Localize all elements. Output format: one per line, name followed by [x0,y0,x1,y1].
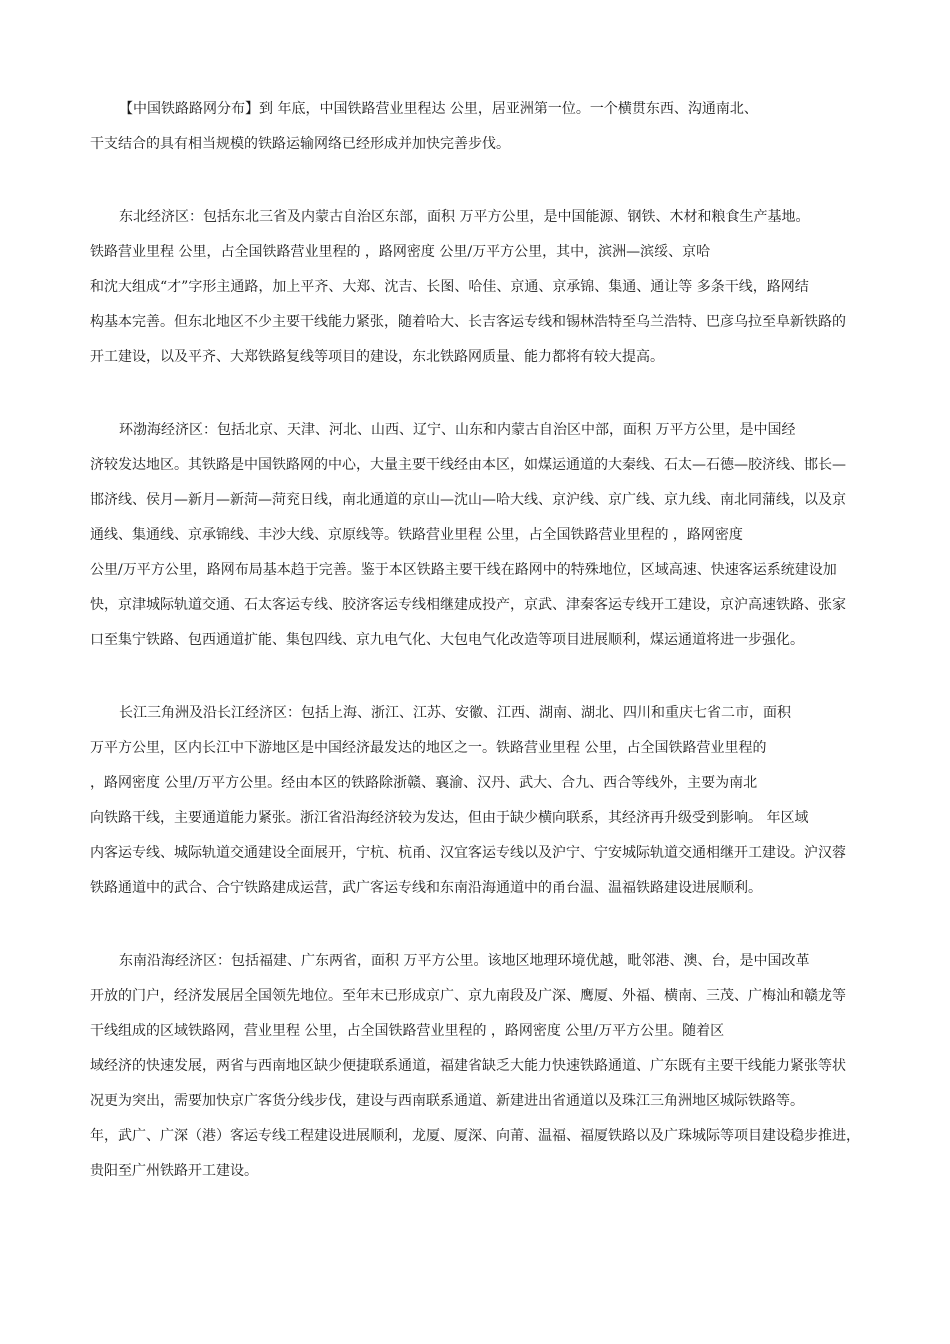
text-line: 公里/万平方公里，路网布局基本趋于完善。鉴于本区铁路主要干线在路网中的特殊地位，区域高速、快速客运系统建设加 [90,562,837,578]
text-line: 万平方公里，区内长江中下游地区是中国经济最发达的地区之一。铁路营业里程 公里，占全国铁路营业里程的 [90,740,767,756]
paragraph-yangtze-region [90,696,890,906]
document-page [90,92,890,1227]
text-line: 况更为突出，需要加快京广客货分线步伐，建设与西南联系通道、新建进出省通道以及珠江三角洲地区城际铁路等。 [90,1093,804,1109]
text-line: 开放的门户，经济发展居全国领先地位。至年末已形成京广、京九南段及广深、鹰厦、外福、横南、三茂、广梅汕和赣龙等 [90,988,846,1004]
text-line: 开工建设，以及平齐、大郑铁路复线等项目的建设，东北铁路网质量、能力都将有较大提高。 [90,349,664,365]
text-line: 济较发达地区。其铁路是中国铁路网的中心，大量主要干线经由本区，如煤运通道的大秦线、石太—石德—胶济线、邯长— [90,457,846,473]
text-line: 快，京津城际轨道交通、石太客运专线、胶济客运专线相继建成投产，京武、津秦客运专线开工建设，京沪高速铁路、张家 [90,597,846,613]
text-line: 东南沿海经济区：包括福建、广东两省，面积 万平方公里。该地区地理环境优越，毗邻港、澳、台，是中国改革 [119,953,810,969]
text-line: 域经济的快速发展，两省与西南地区缺少便捷联系通道，福建省缺乏大能力快速铁路通道、广东既有主要干线能力紧张等状 [90,1058,846,1074]
text-line: 向铁路干线，主要通道能力紧张。浙江省沿海经济较为发达，但由于缺少横向联系，其经济再升级受到影响。 年区域 [90,810,809,826]
text-line: 贵阳至广州铁路开工建设。 [90,1163,258,1179]
text-line: 干支结合的具有相当规模的铁路运输网络已经形成并加快完善步伐。 [90,136,510,152]
text-line: 环渤海经济区：包括北京、天津、河北、山西、辽宁、山东和内蒙古自治区中部，面积 万平方公里，是中国经 [119,422,796,438]
text-line: 铁路通道中的武合、合宁铁路建成运营，武广客运专线和东南沿海通道中的甬台温、温福铁路建设进展顺利。 [90,880,762,896]
text-line: 构基本完善。但东北地区不少主要干线能力紧张，随着哈大、长吉客运专线和锡林浩特至乌兰浩特、巴彦乌拉至阜新铁路的 [90,314,846,330]
text-line: 干线组成的区域铁路网，营业里程 公里，占全国铁路营业里程的 ，路网密度 公里/万平方公里。随着区 [90,1023,725,1039]
text-line: 内客运专线、城际轨道交通建设全面展开，宁杭、杭甬、汉宜客运专线以及沪宁、宁安城际轨道交通相继开工建设。沪汉蓉 [90,845,846,861]
text-line: 东北经济区：包括东北三省及内蒙古自治区东部，面积 万平方公里，是中国能源、钢铁、木材和粮食生产基地。 [119,209,810,225]
text-line: 铁路营业里程 公里，占全国铁路营业里程的 ，路网密度 公里/万平方公里，其中，滨洲—滨绥、京哈 [90,244,711,260]
text-line: 口至集宁铁路、包西通道扩能、集包四线、京九电气化、大包电气化改造等项目进展顺利，煤运通道将进一步强化。 [90,632,804,648]
text-line: 年，武广、广深（港）客运专线工程建设进展顺利，龙厦、厦深、向莆、温福、福厦铁路以及广珠城际等项目建设稳步推进， [90,1128,860,1144]
paragraph-northeast-region [90,200,890,375]
text-line: ，路网密度 公里/万平方公里。经由本区的铁路除浙赣、襄渝、汉丹、武大、合九、西合等线外，主要为南北 [90,775,758,791]
text-line: 【中国铁路路网分布】到 年底，中国铁路营业里程达 公里，居亚洲第一位。一个横贯东西、沟通南北、 [119,101,758,117]
text-line: 和沈大组成“才”字形主通路，加上平齐、大郑、沈吉、长图、哈佳、京通、京承锦、集通、通让等 多条干线，路网结 [90,279,809,295]
paragraph-bohai-region [90,413,890,658]
text-line: 通线、集通线、京承锦线、丰沙大线、京原线等。铁路营业里程 公里，占全国铁路营业里程的 ，路网密度 [90,527,743,543]
paragraph-railway-network-overview [90,92,890,162]
text-line: 长江三角洲及沿长江经济区：包括上海、浙江、江苏、安徽、江西、湖南、湖北、四川和重庆七省二市，面积 [119,705,791,721]
text-line: 邯济线、侯月—新月—新菏—菏兖日线，南北通道的京山—沈山—哈大线、京沪线、京广线、京九线、南北同蒲线，以及京 [90,492,846,508]
paragraph-southeast-coast-region [90,944,890,1189]
